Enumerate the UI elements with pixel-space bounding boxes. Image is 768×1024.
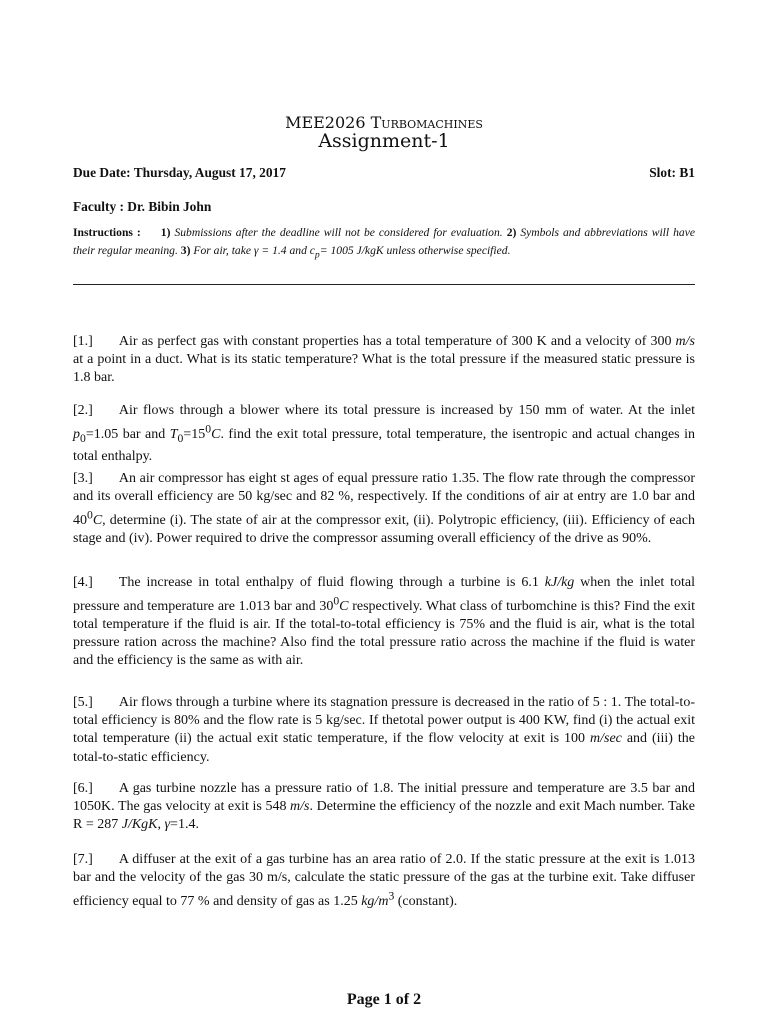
question-1 — [73, 333, 695, 388]
question-number: [4.] — [73, 575, 93, 590]
due-row — [73, 165, 695, 181]
question-text: An air compressor has eight st ages of equal pressure ratio 1.35. The flow rate through the compressor and its overall efficiency are 50 kg/sec and 82 %, respectively. If the conditions of air at entry are 1.0 bar and $40^0C$, determine (i). The state of air at the compressor exit, (ii). Polytropic efficiency, (iii). Efficiency of each stage and (iv). Power required to drive the compressor assuming overall efficiency of the drive as 90%. — [73, 471, 695, 547]
question-2 — [73, 402, 695, 466]
question-3 — [73, 470, 695, 548]
question-text: The increase in total enthalpy of fluid flowing through a turbine is 6.1 kJ/kg when the inlet total pressure and temperature are 1.013 bar and $30^0C$ respectively. What class of turbomchine is this? Find the exit total temperature if the fluid is air. If the total-to-total efficiency is 75% and the fluid is air, what is the total pressure ration across the machine? Also find the total pressure ratio across the machine if the fluid is water and the efficiency is the same as with air. — [73, 575, 696, 669]
assignment-title: Assignment-1 — [318, 130, 450, 152]
question-number: [5.] — [73, 695, 93, 710]
course-code: MEE2026 — [285, 113, 366, 132]
question-number: [3.] — [73, 471, 93, 486]
question-number: [6.] — [73, 781, 93, 796]
question-7 — [73, 851, 695, 911]
question-text: A gas turbine nozzle has a pressure ratio of 1.8. The initial pressure and temperature are 3.5 bar and 1050K. The gas velocity at exit is 548 m/s. Determine the efficiency of the nozzle and exit Mach number. Take R = 287 J/KgK, γ=1.4. — [73, 781, 696, 833]
question-text: A diffuser at the exit of a gas turbine has an area ratio of 2.0. If the static pressure at the exit is 1.013 bar and the velocity of the gas 30 m/s, calculate the static pressure of the gas at the turbine exit. Take diffuser efficiency equal to 77 % and density of gas as 1.25 $kg/m^3$ (constant). — [73, 852, 695, 910]
instructions-label: Instructions : — [73, 226, 141, 239]
question-4 — [73, 574, 695, 671]
instructions — [73, 224, 695, 264]
question-text: Air as perfect gas with constant properties has a total temperature of 300 K and a velocity of 300 m/s at a point in a duct. What is its static temperature? What is the total pressure if the measured static pressure is 1.8 bar. — [73, 334, 695, 386]
question-number: [1.] — [73, 334, 93, 349]
instruction-1-num: 1) — [160, 226, 171, 239]
page-number: Page 1 of 2 — [346, 991, 422, 1008]
due-date: Due Date: Thursday, August 17, 2017 — [73, 165, 286, 180]
instruction-1: Submissions after the deadline will not be considered for evaluation. — [174, 226, 503, 239]
question-text: Air flows through a turbine where its stagnation pressure is decreased in the ratio of 5 : 1. The total-to-total efficiency is 80% and the flow rate is 5 kg/sec. If thetotal power output is 400 KW, find (i) the actual exit total temperature (ii) the actual exit static temperature, if the flow velocity at exit is 100 m/sec and (iii) the total-to-static efficiency. — [73, 695, 695, 765]
question-6 — [73, 780, 695, 835]
question-text: Air flows through a blower where its total pressure is increased by 150 mm of water. At the inlet $p_0=1.05$ bar and $T_0=15^0C$. find the exit total pressure, total temperature, the isentropic and actual changes in total enthalpy. — [73, 403, 695, 464]
faculty: Faculty : Dr. Bibin John — [73, 199, 212, 214]
instruction-2: Symbols and abbreviations will have their regular meaning. — [73, 226, 695, 257]
course-name: Turbomachines — [370, 113, 483, 132]
question-number: [2.] — [73, 403, 93, 418]
instruction-2-num: 2) — [506, 226, 517, 239]
slot: Slot: B1 — [649, 165, 695, 180]
header-divider — [73, 284, 695, 285]
question-number: [7.] — [73, 852, 93, 867]
instruction-3-num: 3) — [180, 244, 191, 257]
question-5 — [73, 694, 695, 767]
instruction-3: For air, take γ = 1.4 and $c_p= 1005$ J/kgK unless otherwise specified. — [193, 244, 511, 261]
